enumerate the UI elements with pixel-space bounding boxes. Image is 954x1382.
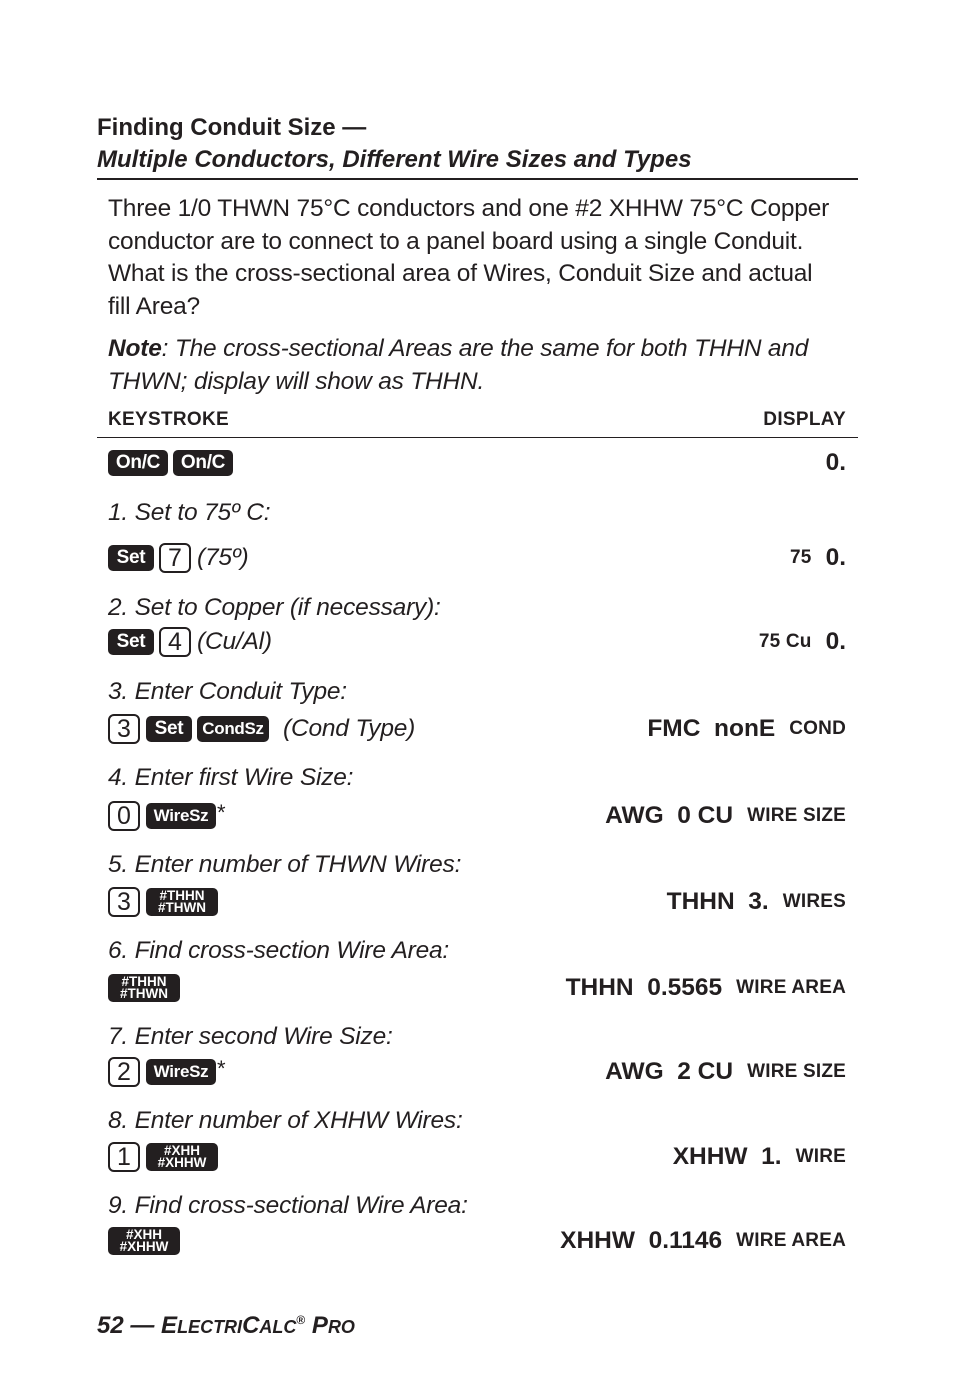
display-readout — [759, 625, 846, 659]
product-name-part: E — [161, 1312, 178, 1339]
display-readout — [647, 712, 846, 746]
display-value: 0. — [825, 449, 846, 476]
step-label: 1. Set to 75º C: — [108, 499, 271, 526]
digit-key[interactable]: 4 — [159, 627, 191, 657]
step-label: 2. Set to Copper (if necessary): — [108, 594, 441, 621]
keystroke-sequence — [108, 1055, 226, 1089]
display-annunciator: WIRE SIZE — [747, 1061, 846, 1082]
step-label: 7. Enter second Wire Size: — [108, 1023, 393, 1050]
note-line — [108, 333, 853, 366]
keystroke-sequence — [108, 799, 226, 833]
keystroke-row — [108, 971, 846, 1005]
keystroke-row — [108, 541, 846, 575]
step-label: 9. Find cross-sectional Wire Area: — [108, 1192, 468, 1219]
intro-paragraph — [108, 193, 853, 323]
key-line: #XHH — [163, 1143, 200, 1158]
keystroke-row — [108, 712, 846, 746]
display-annunciator: COND — [789, 718, 846, 739]
page-footer — [97, 1312, 355, 1340]
page-number: 52 — — [97, 1312, 155, 1339]
digit-key[interactable]: 1 — [108, 1142, 140, 1172]
display-readout — [605, 1055, 846, 1089]
display-value: FMC nonE — [647, 715, 776, 742]
set-key[interactable]: Set — [108, 545, 154, 571]
display-annunciator: 75 — [790, 547, 812, 568]
key-function-note: (75º) — [197, 544, 249, 571]
section-subtitle: Multiple Conductors, Different Wire Sizes and Types — [97, 146, 692, 173]
wiresz-key[interactable]: WireSz — [146, 1059, 216, 1085]
keystroke-sequence — [108, 1224, 185, 1258]
keystroke-sequence — [108, 971, 185, 1005]
display-annunciator: WIRES — [782, 891, 846, 912]
intro-line: Three 1/0 THWN 75°C conductors and one #2 XHHW 75°C Copper — [108, 195, 830, 222]
step-label: 8. Enter number of XHHW Wires: — [108, 1107, 463, 1134]
onc-key[interactable]: On/C — [173, 450, 233, 476]
display-annunciator: WIRE — [795, 1146, 846, 1167]
product-name-part: LECTRI — [177, 1317, 243, 1337]
set-key[interactable]: Set — [146, 716, 192, 742]
keystroke-row — [108, 885, 846, 919]
digit-key[interactable]: 3 — [108, 887, 140, 917]
display-readout — [826, 446, 846, 480]
intro-line: conductor are to connect to a panel board using a single Conduit. — [108, 227, 804, 255]
keystroke-row — [108, 799, 846, 833]
footnote-asterisk: * — [217, 800, 226, 825]
step-label: 5. Enter number of THWN Wires: — [108, 851, 462, 878]
display-annunciator: WIRE AREA — [736, 977, 846, 998]
display-readout — [673, 1140, 846, 1174]
keystroke-sequence — [108, 446, 238, 480]
display-annunciator: WIRE SIZE — [747, 805, 846, 826]
keystroke-row — [108, 1055, 846, 1089]
key-line: #XHH — [125, 1227, 162, 1242]
display-value: AWG 2 CU — [605, 1058, 734, 1085]
column-header-display: DISPLAY — [763, 409, 846, 430]
key-line: #XHHW — [157, 1155, 207, 1170]
note-paragraph — [108, 333, 853, 398]
keystroke-sequence — [108, 541, 249, 575]
key-line: #THHN — [121, 974, 167, 989]
display-value: 0. — [825, 544, 846, 571]
step-label: 6. Find cross-section Wire Area: — [108, 937, 450, 964]
keystroke-row — [108, 1224, 846, 1258]
table-rule — [97, 437, 858, 438]
key-function-note: (Cond Type) — [283, 715, 416, 742]
keystroke-row — [108, 625, 846, 659]
registered-mark: ® — [296, 1313, 306, 1327]
condsz-key[interactable]: CondSz — [197, 716, 269, 742]
product-name-part: RO — [327, 1317, 355, 1337]
thhn-thwn-key[interactable] — [146, 888, 218, 916]
keystroke-sequence — [108, 712, 415, 746]
digit-key[interactable]: 2 — [108, 1057, 140, 1087]
step-label: 4. Enter first Wire Size: — [108, 764, 354, 791]
heading-rule — [97, 178, 858, 180]
display-value: THHN 3. — [666, 888, 769, 915]
xhh-xhhw-key[interactable] — [108, 1227, 180, 1255]
key-line: #XHHW — [119, 1239, 169, 1254]
display-value: THHN 0.5565 — [565, 974, 723, 1001]
product-name-part: P — [311, 1312, 328, 1339]
key-line: #THWN — [120, 986, 168, 1001]
display-value: XHHW 0.1146 — [560, 1227, 723, 1254]
keystroke-row — [108, 446, 846, 480]
note-line: THWN; display will show as THHN. — [108, 367, 485, 395]
key-line: #THHN — [159, 888, 205, 903]
wiresz-key[interactable]: WireSz — [146, 803, 216, 829]
digit-key[interactable]: 7 — [159, 543, 191, 573]
intro-line: fill Area? — [108, 292, 200, 320]
step-label: 3. Enter Conduit Type: — [108, 678, 347, 705]
display-value: 0. — [825, 628, 846, 655]
display-annunciator: 75 Cu — [758, 631, 812, 652]
display-annunciator: WIRE AREA — [736, 1230, 846, 1251]
xhh-xhhw-key[interactable] — [146, 1143, 218, 1171]
onc-key[interactable]: On/C — [108, 450, 168, 476]
section-title: Finding Conduit Size — — [97, 114, 367, 141]
column-header-keystroke: KEYSTROKE — [108, 409, 229, 430]
digit-key[interactable]: 3 — [108, 714, 140, 744]
display-readout — [566, 971, 846, 1005]
intro-line: What is the cross-sectional area of Wires, Conduit Size and actual — [108, 260, 813, 287]
note-text: : The cross-sectional Areas are the same for both THHN and — [161, 335, 809, 362]
keystroke-sequence — [108, 885, 223, 919]
product-name-part: C — [242, 1312, 260, 1339]
display-value: AWG 0 CU — [605, 802, 734, 829]
digit-key[interactable]: 0 — [108, 801, 140, 831]
section-heading — [97, 112, 857, 176]
keystroke-sequence — [108, 1140, 223, 1174]
product-name-part: ALC — [259, 1317, 297, 1337]
set-key[interactable]: Set — [108, 629, 154, 655]
display-readout — [790, 541, 846, 575]
footnote-asterisk: * — [217, 1056, 226, 1081]
key-function-note: (Cu/Al) — [197, 628, 272, 655]
display-readout — [667, 885, 846, 919]
display-readout — [605, 799, 846, 833]
note-label: Note — [108, 335, 162, 362]
key-line: #THWN — [158, 900, 206, 915]
keystroke-sequence — [108, 625, 272, 659]
keystroke-row — [108, 1140, 846, 1174]
thhn-thwn-key[interactable] — [108, 974, 180, 1002]
product-name — [161, 1312, 355, 1339]
display-value: XHHW 1. — [672, 1143, 782, 1170]
display-readout — [560, 1224, 846, 1258]
